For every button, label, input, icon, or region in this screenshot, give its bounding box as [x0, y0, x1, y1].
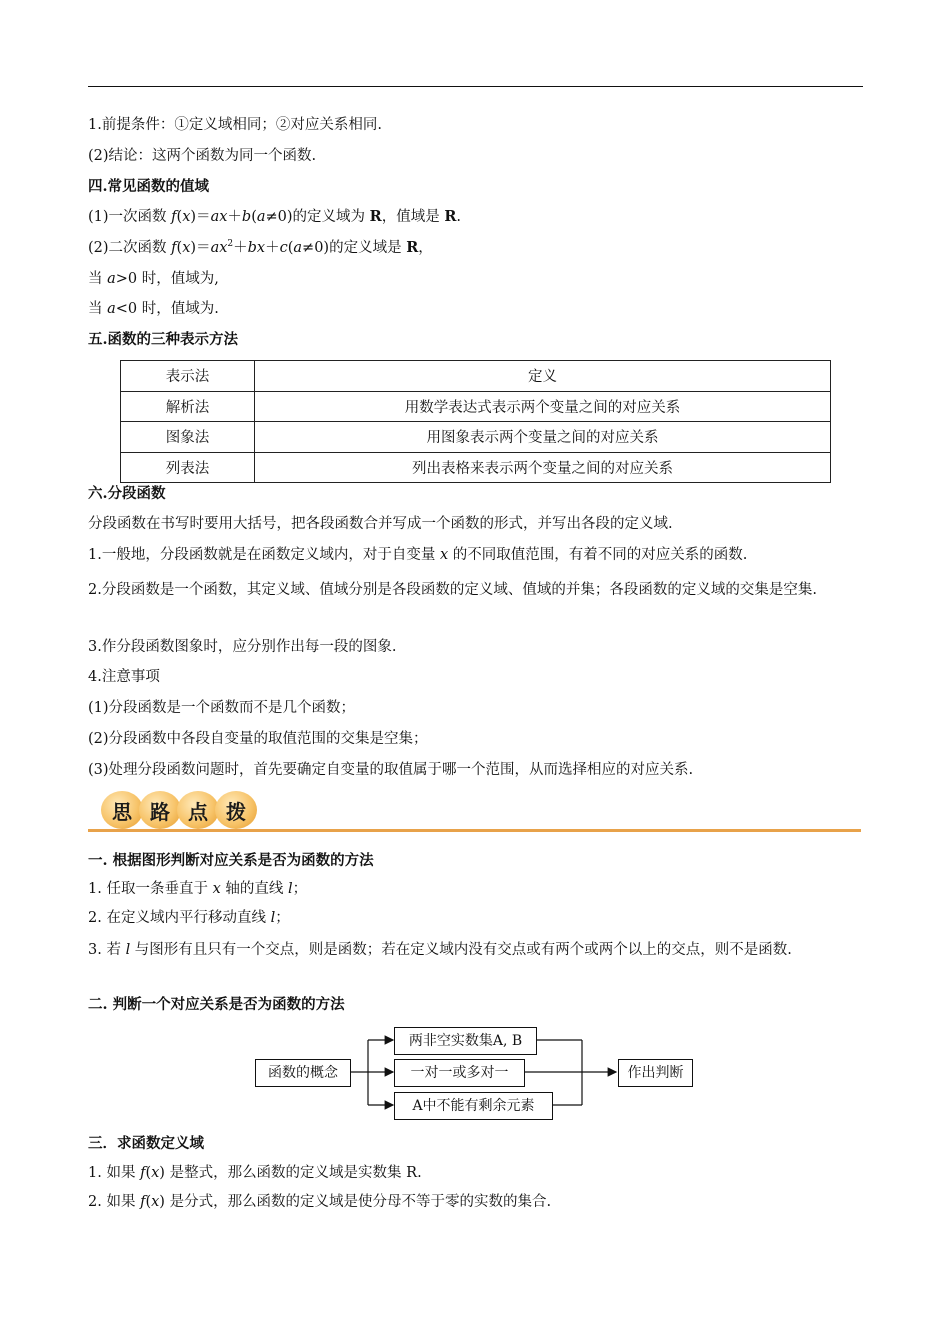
- a-negative-line: 当 a<0 时，值域为.: [88, 301, 219, 317]
- table-cell: 列出表格来表示两个变量之间的对应关系: [255, 452, 831, 483]
- method-three-heading: 三．求函数定义域: [88, 1135, 204, 1152]
- table-cell: 解析法: [121, 391, 255, 422]
- piecewise-intro: 分段函数在书写时要用大括号，把各段函数合并写成一个函数的形式，并写出各段的定义域.: [88, 516, 673, 532]
- banner-badge-lu: 路: [139, 791, 181, 829]
- a-positive-line: 当 a>0 时，值域为,: [88, 271, 219, 287]
- linear-function-line: (1)一次函数 f(x)＝ax＋b(a≠0)的定义域为 R，值域是 R.: [88, 208, 461, 225]
- flow-start-box: 函数的概念: [255, 1059, 351, 1087]
- table-header-cell: 定义: [255, 361, 831, 392]
- domain-rule-2: 2. 如果 f(x) 是分式，那么函数的定义域是使分母不等于零的实数的集合.: [88, 1194, 552, 1210]
- method-one-step-2: 2. 在定义域内平行移动直线 l；: [88, 910, 290, 926]
- section-five-heading: 五.函数的三种表示方法: [88, 331, 239, 348]
- note-1: (1)分段函数是一个函数而不是几个函数；: [88, 700, 356, 716]
- flow-branch-box-sets: 两非空实数集A, B: [394, 1027, 537, 1055]
- quadratic-function-line: (2)二次函数 $f(x)=ax^2+bx+c(a\ne 0)$的定义域是 R，: [88, 239, 433, 256]
- table-header-cell: 表示法: [121, 361, 255, 392]
- method-one-heading: 一. 根据图形判断对应关系是否为函数的方法: [88, 852, 374, 869]
- section-four-heading: 四.常见函数的值域: [88, 178, 210, 195]
- method-one-step-1: 1. 任取一条垂直于 x 轴的直线 l；: [88, 881, 308, 897]
- note-2: (2)分段函数中各段自变量的取值范围的交集是空集；: [88, 731, 428, 747]
- note-3: (3)处理分段函数问题时，首先要确定自变量的取值属于哪一个范围，从而选择相应的对应关系.: [88, 762, 694, 778]
- domain-rule-1: 1. 如果 f(x) 是整式，那么函数的定义域是实数集 R.: [88, 1165, 422, 1181]
- method-one-step-3: 3. 若 l 与图形有且只有一个交点，则是函数；若在定义域内没有交点或有两个或两个以上的交点，则不是函数.: [88, 942, 792, 958]
- section-six-heading: 六.分段函数: [88, 485, 166, 502]
- piecewise-point-1: 1.一般地，分段函数就是在函数定义域内，对于自变量 x 的不同取值范围，有着不同的对应关系的函数.: [88, 547, 748, 563]
- flow-end-box: 作出判断: [618, 1059, 693, 1087]
- premise-line: 1.前提条件：①定义域相同；②对应关系相同.: [88, 117, 382, 133]
- banner-badge-dian: 点: [177, 791, 219, 829]
- conclusion-line: (2)结论：这两个函数为同一个函数.: [88, 148, 317, 164]
- banner-badge-si: 思: [101, 791, 143, 829]
- method-two-heading: 二. 判断一个对应关系是否为函数的方法: [88, 996, 345, 1013]
- table-cell: 用图象表示两个变量之间的对应关系: [255, 422, 831, 453]
- flow-branch-box-mapping: 一对一或多对一: [394, 1059, 525, 1087]
- table-cell: 图象法: [121, 422, 255, 453]
- flow-branch-box-no-remainder: A中不能有剩余元素: [394, 1092, 553, 1120]
- piecewise-point-4: 4.注意事项: [88, 669, 160, 685]
- table-cell: 用数学表达式表示两个变量之间的对应关系: [255, 391, 831, 422]
- banner-badge-bo: 拨: [215, 791, 257, 829]
- piecewise-point-2: 2.分段函数是一个函数，其定义域、值域分别是各段函数的定义域、值域的并集；各段函数的定义域的交集是空集.: [88, 582, 817, 598]
- table-cell: 列表法: [121, 452, 255, 483]
- piecewise-point-3: 3.作分段函数图象时，应分别作出每一段的图象.: [88, 639, 397, 655]
